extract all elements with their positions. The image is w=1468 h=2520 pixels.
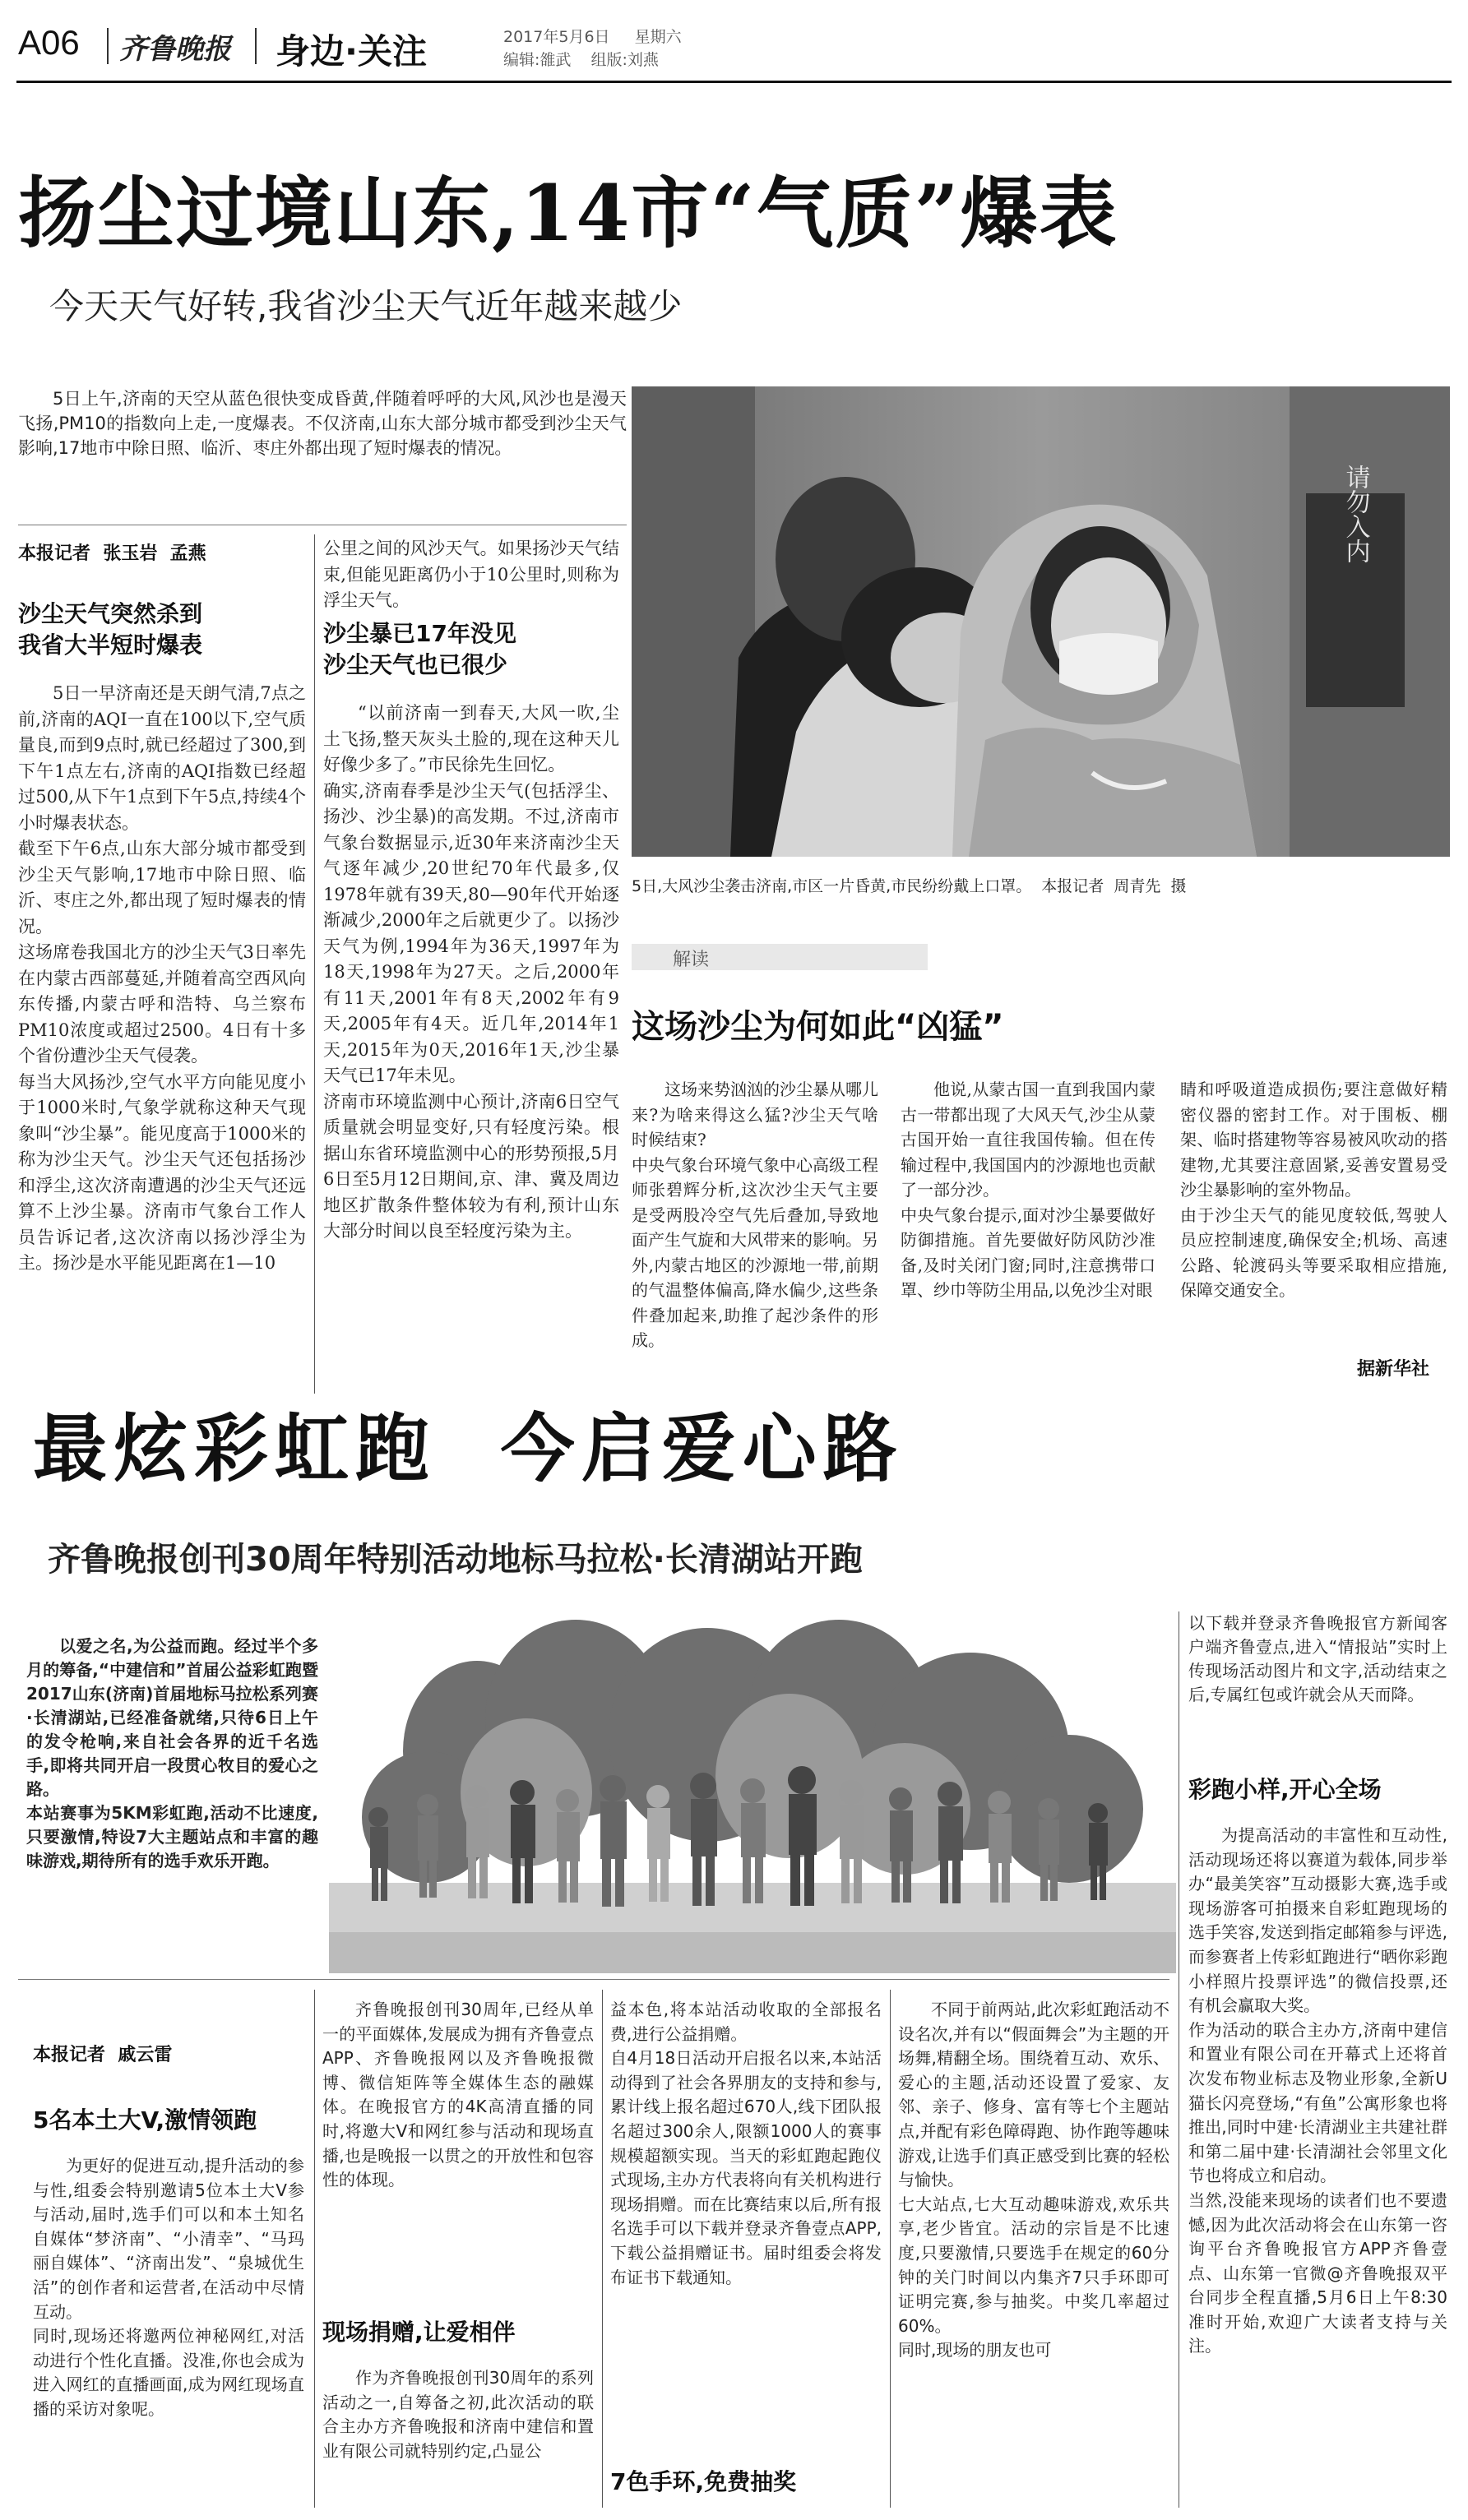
story2-c1-text: 为更好的促进互动,提升活动的参与性,组委会特别邀请5位本土大V参与活动,届时,选手们可以和本土知名自媒体“梦济南”、“小清幸”、“马玛丽自媒体”、“济南出发”、“泉城优生活”的创作者和运营者,在活动中尽情互动。 同时,现场还将邀两位神秘网红,对活动进行个性化直播。没准,你也会成为进入网红的直播画面,成为网红现场直播的采访对象呢。 [33,2156,304,2419]
story1-headline: 扬尘过境山东,14市“气质”爆表 [18,169,1118,259]
layout-editor: 组版:刘燕 [590,51,659,69]
masthead [0,0,1468,82]
page-number: A06 [18,23,80,62]
explain-tag: 解读 [673,950,710,970]
story2-right-top: 以下载并登录齐鲁晚报官方新闻客户端齐鲁壹点,进入“情报站”实时上传现场活动图片和文字,活动结束之后,专属红包或许就会从天而降。 [1188,1613,1447,1704]
issue-weekday: 星期六 [634,28,682,46]
story2-divider [18,1979,1169,1980]
photo-sign-text: 请勿入内 [1341,465,1370,563]
story1-subhead: 今天天气好转,我省沙尘天气近年越来越少 [49,286,683,326]
story1-col2-heading: 沙尘暴已17年没见 沙尘天气也已很少 [323,620,516,678]
story1-col2-text-b: “以前济南一到春天,大风一吹,尘土飞扬,整天灰头土脸的,现在这种天儿好像少多了。”市民徐先生回忆。 确实,济南春季是沙尘天气(包括浮尘、扬沙、沙尘暴)的高发期。不过,济南市气象台数据显示,近30年来济南沙尘天气逐年减少,20世纪70年代最多,仅1978年就有39天,80—90年代开始逐渐减少,2000年之后就更少了。以扬沙天气为例,1994年为36天,1997年为18天,1998年为27天。之后,2000年有11天,2001年有8天,2002年有9天,2005年有4天。近几年,2014年1天,2015年为0天,2016年1天,沙尘暴天气已17年未见。 济南市环境监测中心预计,济南6日空气质量就会明显变好,只有轻度污染。根据山东省环境监测中心的形势预报,5月6日至5月12日期间,京、津、冀及周边地区扩散条件整体较为有利,预计山东大部分时间以良至轻度污染为主。 [323,703,619,1241]
rainbow-run-runners-graphic [329,1611,1176,1973]
story1-col2-text-a: 公里之间的风沙天气。如果扬沙天气结束,但能见距离仍小于10公里时,则称为浮尘天气。 [323,539,619,610]
column-rule [890,1990,891,2508]
story1-col1-heading: 沙尘天气突然杀到 我省大半短时爆表 [18,600,203,659]
story1-byline: 本报记者 张玉岩 孟燕 [18,543,206,564]
story2-c4-text: 不同于前两站,此次彩虹跑活动不设名次,并有以“假面舞会”为主题的开场舞,精翻全场。围绕着互动、欢乐、爱心的主题,活动还设置了爱家、友邻、亲子、修身、富有等七个主题站点,并配有彩色障碍跑、协作跑等趣味游戏,让选手们真正感受到比赛的轻松与愉快。 七大站点,七大互动趣味游戏,欢乐共享,老少皆宜。活动的宗旨是不比速度,只要激情,只要选手在规定的60分钟的关门时间以内集齐7只手环即可证明完赛,参与抽奖。中奖几率超过60%。 同时,现场的朋友也可 [898,2000,1169,2360]
explain-col1: 这场来势汹汹的沙尘暴从哪儿来?为啥来得这么猛?沙尘天气啥时候结束? 中央气象台环境气象中心高级工程师张碧辉分析,这次沙尘天气主要是受两股冷空气先后叠加,导致地面产生气旋和大风带来的影响。另外,内蒙古地区的沙源地一带,前期的气温整体偏高,降水偏少,这些条件叠加起来,助推了起沙条件的形成。 [632,1080,878,1350]
date-line [503,25,682,47]
story2-c1-heading: 5名本土大V,激情领跑 [33,2106,257,2134]
story2-subhead: 齐鲁晚报创刊30周年特别活动地标马拉松·长清湖站开跑 [48,1541,863,1579]
story2-byline: 本报记者 戚云雷 [33,2045,173,2065]
story1-photo [632,386,1450,857]
masthead-divider [107,28,109,64]
story2-lead: 以爱之名,为公益而跑。经过半个多月的筹备,“中建信和”首届公益彩虹跑暨2017山东(济南)首届地标马拉松系列赛·长清湖站,已经准备就绪,只待6日上午的发令枪响,来自社会各界的近千名选手,即将共同开启一段贯心牧目的爱心之路。 本站赛事为5KM彩虹跑,活动不比速度,只要激情,特设7大主题站点和丰富的趣味游戏,期待所有的选手欢乐开跑。 [26,1636,318,1870]
column-rule [314,534,315,1394]
runners-illustration [329,1611,1176,1973]
story2-headline: 最炫彩虹跑 今启爱心路 [33,1406,904,1492]
explain-col2: 他说,从蒙古国一直到我国内蒙古一带都出现了大风天气,沙尘从蒙古国开始一直往我国传输。但在传输过程中,我国国内的沙源地也贡献了一部分沙。 中央气象台提示,面对沙尘暴要做好防御措施。首先要做好防风防沙准备,及时关闭门窗;同时,注意携带口罩、纱巾等防尘用品,以免沙尘对眼 [901,1080,1155,1300]
story2-right-heading: 彩跑小样,开心全场 [1188,1776,1382,1803]
section-title: 身边·关注 [276,31,427,72]
story2-c2-text-b: 作为齐鲁晚报创刊30周年的系列活动之一,自筹备之初,此次活动的联合主办方齐鲁晚报和济南中建信和置业有限公司就特别约定,凸显公 [322,2368,594,2461]
column-rule [602,1990,603,2508]
column-rule [314,1990,315,2508]
story1-col1-text: 5日一早济南还是天朗气清,7点之前,济南的AQI一直在100以下,空气质量良,而到9点时,就已经超过了300,到下午1点左右,济南的AQI指数已经超过500,从下午1点到下午5点,持续4个小时爆表状态。 截至下午6点,山东大部分城市都受到沙尘天气影响,17地市中除日照、临沂、枣庄之外,都出现了短时爆表的情况。 这场席卷我国北方的沙尘天气3日率先在内蒙古西部蔓延,并随着高空西风向东传播,内蒙古呼和浩特、乌兰察布PM10浓度或超过2500。4日有十多个省份遭沙尘天气侵袭。 每当大风扬沙,空气水平方向能见度小于1000米时,气象学就称这种天气现象叫“沙尘暴”。能见度高于1000米的称为沙尘天气。沙尘天气还包括扬沙和浮尘,这次济南遭遇的沙尘天气还远算不上沙尘暴。济南市气象台工作人员告诉记者,这次济南以扬沙浮尘为主。扬沙是水平能见距离在1—10 [18,683,306,1273]
story2-c3-text: 益本色,将本站活动收取的全部报名费,进行公益捐赠。 自4月18日活动开启报名以来,本站活动得到了社会各界朋友的支持和参与,累计线上报名超过670人,线下团队报名超过300余人,限额1000人的赛事规模超额实现。当天的彩虹跑起跑仪式现场,主办方代表将向有关机构进行现场捐赠。而在比赛结束以后,所有报名选手可以下载并登录齐鲁壹点APP,下载公益捐赠证书。届时组委会将发布证书下载通知。 [610,2000,882,2287]
story2-c3-heading: 7色手环,免费抽奖 [610,2468,797,2495]
explain-headline: 这场沙尘为何如此“凶猛” [632,1008,1004,1046]
story2-right-text: 为提高活动的丰富性和互动性,活动现场还将以赛道为载体,同步举办“最美笑容”互动摄影大赛,选手或现场游客可拍摄来自彩虹跑现场的选手笑容,发送到指定邮箱参与评选,而参赛者上传彩虹跑进行“晒你彩跑小样照片投票评选”的微信投票,还有机会赢取大奖。 作为活动的联合主办方,济南中建信和置业有限公司在开幕式上还将首次发布物业标志及物业形象,全新U猫长闪亮登场,“有鱼”公寓形象也将推出,同时中建·长清湖业主共建社群和第二届中建·长清湖社会邻里文化节也将成立和启动。 当然,没能来现场的读者们也不要遗憾,因为此次活动将会在山东第一咨询平台齐鲁晚报官方APP齐鲁壹点、山东第一官微@齐鲁晚报双平台同步全程直播,5月6日上午8:30准时开始,欢迎广大读者支持与关注。 [1188,1825,1447,2356]
story2-c2-heading: 现场捐赠,让爱相伴 [322,2319,516,2346]
masthead-rule [16,81,1452,83]
explain-source: 据新华社 [1357,1359,1430,1380]
story2-c2-text-a: 齐鲁晚报创刊30周年,已经从单一的平面媒体,发展成为拥有齐鲁壹点APP、齐鲁晚报网以及齐鲁晚报微博、微信矩阵等全媒体生态的融媒体。在晚报官方的4K高清直播的同时,将邀大V和网红参与活动和现场直播,也是晚报一以贯之的开放性和包容性的体现。 [322,2000,594,2190]
issue-date: 2017年5月6日 [503,28,610,46]
photo-caption: 5日,大风沙尘袭击济南,市区一片昏黄,市民纷纷戴上口罩。 本报记者 周青先 摄 [632,877,1187,895]
story1-lead: 5日上午,济南的天空从蓝色很快变成昏黄,伴随着呼呼的大风,风沙也是漫天飞扬,PM10的指数向上走,一度爆表。不仅济南,山东大部分城市都受到沙尘天气影响,17地市中除日照、临沂、枣庄外都出现了短时爆表的情况。 [18,389,627,458]
newspaper-logo: 齐鲁晚报 [119,33,231,66]
sandstorm-photo-illustration [632,386,1450,857]
editor-line [503,48,659,70]
masthead-divider [255,28,257,64]
editor: 编辑:雒武 [503,51,572,69]
explain-col3: 睛和呼吸道造成损伤;要注意做好精密仪器的密封工作。对于围板、棚架、临时搭建物等容易被风吹动的搭建物,尤其要注意固紧,妥善安置易受沙尘暴影响的室外物品。 由于沙尘天气的能见度较低,驾驶人员应控制速度,确保安全;机场、高速公路、轮渡码头等要采取相应措施,保障交通安全。 [1180,1080,1447,1300]
